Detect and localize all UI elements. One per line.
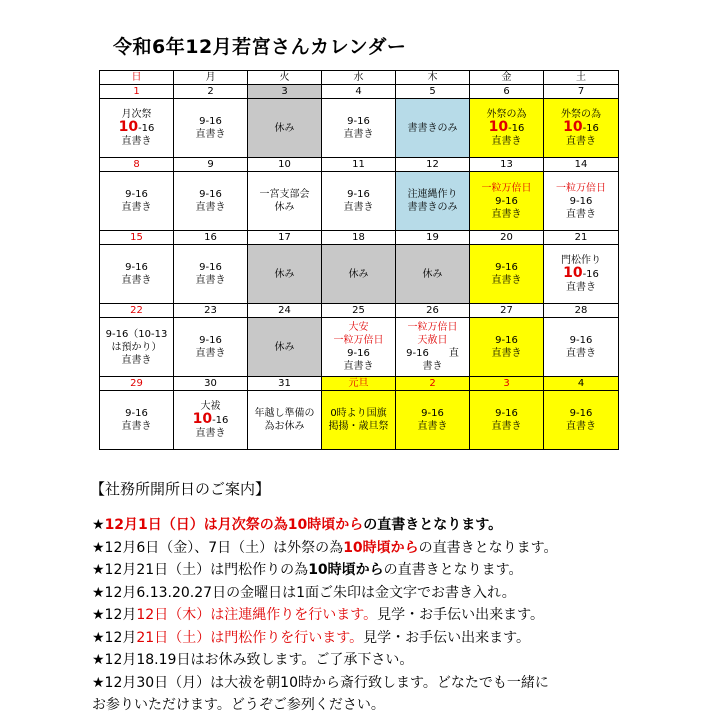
start-hour: 10 [563,265,583,281]
calendar-table [99,70,619,450]
notice-text: の直書きとなります。 [418,539,558,556]
special-day-label: 一粒万倍日 [333,335,384,346]
cell-text: 外祭の為 [561,109,601,120]
date-number: 31 [248,377,322,391]
notice-text: 12日（木）は注連縄作りを行います。 [136,607,378,623]
date-number-row [100,85,619,99]
day-cell [322,172,396,231]
cell-text: 直書き [566,348,596,359]
cell-text: 直書き [195,348,226,359]
cell-text: 9-16 [125,262,148,273]
day-cell [470,245,544,304]
cell-text: 直書き [491,421,522,432]
date-number: 11 [322,158,396,172]
cell-text: 9-16 [495,262,518,273]
day-cell [248,391,322,450]
special-day-label: 天赦日 [417,335,448,346]
notice-text: ★12月21日（土）は門松作りの為 [92,562,309,578]
cell-text: は預かり） [111,341,162,353]
date-number: 8 [100,158,174,172]
cell-text: 直書き [195,428,226,439]
day-cell [396,245,470,304]
cell-text: 9-16 [495,408,518,419]
cell-text: 休み [422,268,443,280]
day-cell [322,318,396,377]
date-number: 6 [470,85,544,99]
date-number: 19 [396,231,470,245]
notice-text: ★12月6.13.20.27日の金曜日は1面ご朱印は金文字でお書き入れ。 [92,584,516,601]
end-hour: -16 [138,123,155,134]
date-number-row [100,304,619,318]
cell-text: 休み [274,202,295,213]
date-number: 元旦 [322,377,396,391]
date-content-row [100,99,619,158]
day-cell [100,245,174,304]
cell-text: 書書きのみ [407,202,458,213]
day-cell [322,99,396,158]
date-number: 2 [396,377,470,391]
cell-text: 直書き [343,129,374,140]
cell-text: 直書き [121,421,152,432]
date-number: 24 [248,304,322,318]
start-hour: 10 [192,411,213,427]
cell-text: 休み [274,341,295,353]
day-cell [396,99,470,158]
cell-text: 外祭の為 [486,109,527,120]
cell-text: 0時より国旗 [330,408,387,419]
cell-text: 9-16 [199,262,222,273]
cell-text: 9-16 [199,189,222,200]
cell-text: 直書き [121,354,152,366]
start-hour: 10 [563,119,583,135]
end-hour: -16 [212,415,229,426]
end-hour: -16 [582,123,599,134]
notice-line [92,672,712,695]
notice-text: ★12月 [92,629,137,646]
date-number: 3 [470,377,544,391]
cell-text: 月次祭 [121,109,152,120]
notice-line [92,559,712,582]
cell-text: 直書き [491,348,522,359]
date-number: 28 [544,304,619,318]
cell-text: 一宮支部会 [259,189,310,200]
date-number: 13 [470,158,544,172]
date-number-row [100,377,619,391]
date-number: 1 [100,85,174,99]
cell-text: 掲揚・歳旦祭 [328,421,389,432]
cell-text: 直書き [566,421,596,432]
notice-text: ★ [92,517,105,533]
cell-text: 為お休み [264,421,305,432]
weekday-wed: 水 [322,71,396,85]
date-content-row [100,245,619,304]
cell-text: 書き [422,361,443,372]
date-number: 29 [100,377,174,391]
date-number: 18 [322,231,396,245]
weekday-mon: 月 [174,71,248,85]
date-number: 14 [544,158,619,172]
day-cell [322,245,396,304]
cell-text: 書書きのみ [407,122,458,134]
day-cell [470,172,544,231]
cell-text: 直書き [195,129,226,140]
day-cell [174,99,248,158]
day-cell [174,318,248,377]
day-cell [100,391,174,450]
date-number: 26 [396,304,470,318]
date-number: 5 [396,85,470,99]
weekday-sun: 日 [100,71,174,85]
cell-text: 9-16 [569,408,593,419]
start-time [100,121,173,135]
cell-text: 直書き [121,275,152,286]
weekday-fri: 金 [470,71,544,85]
notice-line [92,649,712,672]
day-cell [174,245,248,304]
cell-text: 9-16 [347,116,370,127]
day-cell [544,99,619,158]
cell-text: 9-16 直 [406,348,459,359]
cell-text: 9-16 [199,335,222,346]
date-number-row [100,231,619,245]
end-hour: -16 [508,123,525,134]
cell-text: 直書き [491,208,522,220]
notice-text: ★12月6日（金）、7日（土）は外祭の為 [92,539,344,556]
cell-text: 9-16 [495,195,518,207]
cell-text: 直書き [195,275,226,286]
notice-line [92,514,712,537]
cell-text: 直書き [566,208,596,220]
notice-line [92,537,712,560]
day-cell [100,318,174,377]
date-number: 10 [248,158,322,172]
notice-text: ★12月18.19日はお休み致します。ご了承下さい。 [92,652,414,668]
day-cell [544,318,619,377]
day-cell [470,391,544,450]
cell-text: 直書き [491,275,522,286]
cell-text: 注連縄作り [407,189,458,200]
date-number: 4 [544,377,619,391]
cell-text: 9-16 [347,189,370,200]
date-number: 12 [396,158,470,172]
start-time [544,267,618,281]
weekday-header-row [100,71,619,85]
day-cell [544,172,619,231]
cell-text: 9-16 [569,195,593,207]
notice-line [92,627,712,650]
day-cell [396,391,470,450]
notice-text: お参りいただけます。どうぞご参列ください。 [92,697,385,713]
special-day-label: 一粒万倍日 [407,322,458,333]
day-cell [544,245,619,304]
date-number: 27 [470,304,544,318]
cell-text: 年越し準備の [254,408,315,419]
notice-text: 21日（土）は門松作りを行います。 [136,629,364,646]
weekday-thu: 木 [396,71,470,85]
day-cell [396,318,470,377]
day-cell [470,318,544,377]
notice-text: 10時頃から [343,539,419,556]
cell-text: 直書き [566,136,596,147]
day-cell [174,172,248,231]
notice-text: ★12月 [92,607,137,623]
date-content-row [100,172,619,231]
notice-text: 見学・お手伝い出来ます。 [363,629,530,646]
cell-text: 9-16 [125,408,148,419]
day-cell [396,172,470,231]
cell-text: 9-16 [569,335,593,346]
date-number: 21 [544,231,619,245]
date-number-row [100,158,619,172]
day-cell [174,391,248,450]
day-cell [470,99,544,158]
day-cell [100,172,174,231]
cell-text: 9-16 [421,408,444,419]
notice-text: ★12月30日（月）は大祓を朝10時から斎行致します。どなたでも一緒に [92,674,549,691]
notice-text: の直書きとなります。 [363,517,503,533]
cell-text: 休み [274,122,295,134]
page-title: 令和6年12月若宮さんカレンダー [113,36,407,58]
notice-text: 12月1日（日）は月次祭の為10時頃から [104,517,364,533]
cell-text: 9-16 [347,348,370,359]
notice-line [92,694,712,717]
day-cell [248,99,322,158]
date-content-row [100,391,619,450]
notice-text: 10時頃から [308,562,384,578]
date-number: 3 [248,85,322,99]
end-hour: -16 [582,269,599,280]
date-number: 30 [174,377,248,391]
cell-text: 直書き [121,136,152,147]
cell-text: 休み [274,268,295,280]
special-day-label: 一粒万倍日 [481,182,532,194]
notice-line [92,582,712,605]
date-number: 22 [100,304,174,318]
day-cell [248,172,322,231]
cell-text: 9-16 [495,335,518,346]
cell-text: 直書き [343,202,374,213]
cell-text: 9-16 [125,189,148,200]
special-day-label: 大安 [348,322,369,333]
weekday-tue: 火 [248,71,322,85]
special-day-label: 一粒万倍日 [556,182,606,194]
date-number: 20 [470,231,544,245]
day-cell [100,99,174,158]
cell-text: 直書き [566,282,596,293]
date-number: 25 [322,304,396,318]
date-number: 16 [174,231,248,245]
notice-text: 見学・お手伝い出来ます。 [377,607,544,623]
start-hour: 10 [488,119,509,135]
cell-text: 直書き [121,202,152,213]
start-time [174,413,247,427]
info-heading: 【社務所開所日のご案内】 [90,480,271,498]
cell-text: 直書き [417,421,448,432]
cell-text: 直書き [491,136,522,147]
day-cell [248,318,322,377]
date-number: 2 [174,85,248,99]
cell-text: 9-16（10-13 [105,328,168,340]
cell-text: 直書き [195,202,226,213]
cell-text: 大祓 [200,401,221,412]
cell-text: 休み [348,268,369,280]
date-number: 17 [248,231,322,245]
date-number: 23 [174,304,248,318]
cell-text: 9-16 [199,116,222,127]
cell-text: 門松作り [561,255,601,266]
notes-list [92,514,712,717]
start-time [544,121,618,135]
date-number: 4 [322,85,396,99]
weekday-sat: 土 [544,71,619,85]
date-content-row [100,318,619,377]
start-time [470,121,543,135]
notice-text: の直書きとなります。 [383,562,523,578]
date-number: 9 [174,158,248,172]
start-hour: 10 [118,119,139,135]
date-number: 15 [100,231,174,245]
notice-line [92,604,712,627]
day-cell [544,391,619,450]
date-number: 7 [544,85,619,99]
cell-text: 直書き [343,361,374,372]
day-cell [248,245,322,304]
day-cell [322,391,396,450]
